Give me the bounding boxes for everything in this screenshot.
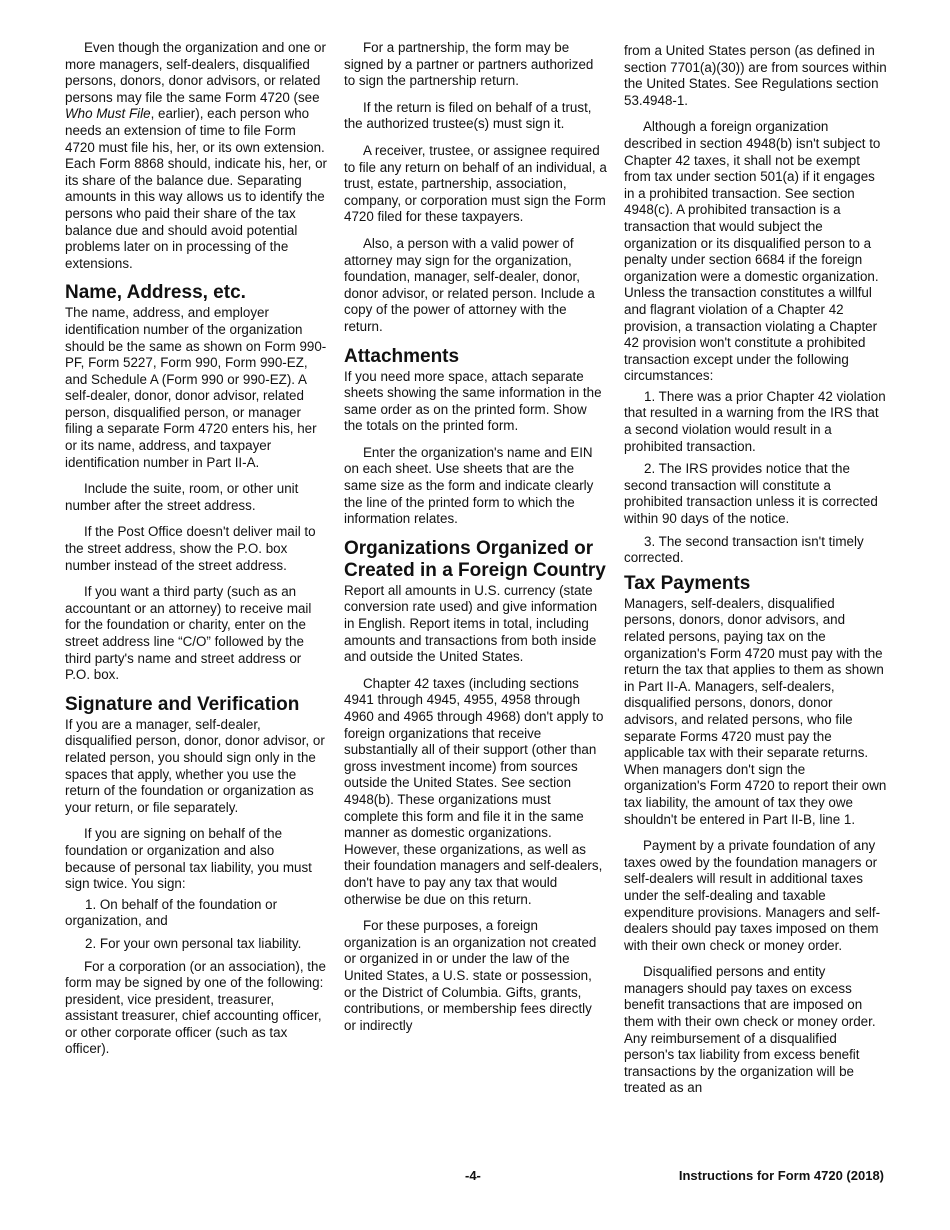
paragraph: If you want a third party (such as an accountant or an attorney) to receive mail for the foundation or charity, enter on the street address line “C/O” followed by the third party's name and street address or P.O. box. [65,584,312,683]
paragraph: If you are signing on behalf of the foundation or organization and also because of personal tax liability, you must sign twice. You sign: [65,826,312,892]
paragraph: Managers, self-dealers, disqualified persons, donors, donor advisors, and related persons, paying tax on the organization's Form 4720 must pay with the return the tax that applies to them as shown in Part II-A. Managers, self-dealers, disqualified persons, donors, donor advisors, and related persons, who file separate Forms 4720 must pay the applicable tax with their separate returns. When managers don't sign the organization's Form 4720 to report their own tax liability, the amount of tax they owe shouldn't be entered in Part II-B, line 1. [624,595,887,827]
form-title: Instructions for Form 4720 (2018) [678,1168,884,1183]
column-3 [624,43,887,1107]
cross-reference: Who Must File [65,106,151,122]
paragraph: If the return is filed on behalf of a trust, the authorized trustee(s) must sign it. [344,99,592,132]
paragraph: For a corporation (or an association), the form may be signed by one of the following: president, vice president, treasurer, assistant treasurer, chief accounting officer, or other corporate officer (such as tax officer). [65,958,326,1057]
column-1 [65,40,327,1068]
paragraph: Although a foreign organization described in section 4948(b) isn't subject to Chapter 42 taxes, it shall not be exempt from tax under section 501(a) if it engages in a prohibited transaction. See section 4948(c). A prohibited transaction is a transaction that would subject the organization or its disqualified person to a penalty under section 6684 if the foreign organization were a domestic organization. Unless the transaction constitutes a willful and flagrant violation of a Chapter 42 provision, a transaction violating a Chapter 42 provision won't constitute a prohibited transaction except under the following circumstances: [624,119,881,384]
paragraph: Disqualified persons and entity managers should pay taxes on excess benefit transactions that are imposed on them with their own check or money order. Any reimbursement of a disqualified person's tax liability from excess benefit transactions by the organization will be treated as an [624,964,876,1096]
heading-foreign-organizations: Organizations Organized or Created in a Foreign Country [344,537,606,581]
page-number: -4- [465,1168,481,1183]
paragraph: Include the suite, room, or other unit number after the street address. [65,481,299,513]
paragraph: Payment by a private foundation of any taxes owed by the foundation managers or self-dealers will result in additional taxes under the self-dealing and taxable expenditure provisions. Managers and self-dealers should pay taxes imposed on them with their own check or money order. [624,838,881,953]
paragraph: Chapter 42 taxes (including sections 4941 through 4945, 4955, 4958 through 4960 and 4965 through 4968) don't apply to foreign organizations that receive substantially all of their support (other than gross investment income) from sources outside the United States. See section 4948(b). These organizations must complete this form and file it in the same manner as domestic organizations. However, these organizations, as well as their foundation managers and self-dealers, don't have to pay any tax that would otherwise be due on this return. [344,675,604,907]
paragraph: A receiver, trustee, or assignee required to file any return on behalf of an individual, a trust, estate, partnership, association, company, or corporation must sign the Form 4720 filed for these taxpayers. [344,142,607,225]
paragraph: Also, a person with a valid power of attorney may sign for the organization, foundation, manager, self-dealer, donor, donor advisor, or related person. Include a copy of the power of attorney with the return. [344,235,595,334]
text: Even though the organization and one or more managers, self-dealers, disqualified persons, donors, donor advisors, or related persons may file the same Form 4720 (see [65,40,326,105]
paragraph: Report all amounts in U.S. currency (state conversion rate used) and give information in English. Report items in total, including amounts and transactions from both inside and outside the United States. [344,582,598,665]
text: , earlier), each person who needs an extension of time to file Form 4720 must file his, her, or its own extension. Each Form 8868 should, indicate his, her, or its share of the balance due. Separating amounts in this way allows us to identify the persons who paid their share of the tax balance due and should avoid potential problems later on in processing of the extensions. [65,106,328,271]
list-item: 2. For your own personal tax liability. [85,935,302,951]
paragraph: For these purposes, a foreign organization is an organization not created or organized in or under the law of the United States, a U.S. state or possession, or the District of Columbia. Gifts, grants, contributions, or membership fees directly or indirectly [344,918,597,1033]
paragraph: from a United States person (as defined in section 7701(a)(30)) are from sources within the United States. See Regulations section 53.4948-1. [624,43,887,108]
paragraph: If you are a manager, self-dealer, disqualified person, donor, donor advisor, or related person, you should sign only in the spaces that apply, whether you use the return of the foundation or organization as your return, or file separately. [65,716,325,815]
paragraph: The name, address, and employer identification number of the organization should be the same as shown on Form 990-PF, Form 5227, Form 990, Form 990-EZ, and Schedule A (Form 990 or 990-EZ). A self-dealer, donor, donor advisor, related person, disqualified person, or manager filing a separate Form 4720 enters his, her or its name, address, and taxpayer identification number in Part II-A. [65,305,327,470]
column-2 [344,40,607,1044]
heading-signature-verification: Signature and Verification [65,693,300,715]
heading-tax-payments: Tax Payments [624,572,751,594]
list-item: 3. The second transaction isn't timely corrected. [624,533,864,566]
paragraph: If you need more space, attach separate sheets showing the same information in the same order as on the printed form. Show the totals on the printed form. [344,368,602,434]
paragraph: If the Post Office doesn't deliver mail to the street address, show the P.O. box number instead of the street address. [65,524,316,573]
paragraph: Enter the organization's name and EIN on each sheet. Use sheets that are the same size as the form and indicate clearly the line of the printed form to which the information relates. [344,444,594,527]
heading-name-address: Name, Address, etc. [65,282,246,304]
list-item: 2. The IRS provides notice that the second transaction will constitute a prohibited transaction unless it is corrected within 90 days of the notice. [624,461,878,527]
paragraph: For a partnership, the form may be signed by a partner or partners authorized to sign the partnership return. [344,40,594,89]
list-item: 1. On behalf of the foundation or organization, and [65,896,278,929]
list-item: 1. There was a prior Chapter 42 violation that resulted in a warning from the IRS that a second violation would result in a prohibited transaction. [624,388,886,454]
heading-attachments: Attachments [344,345,460,367]
paragraph-extension [65,40,327,272]
